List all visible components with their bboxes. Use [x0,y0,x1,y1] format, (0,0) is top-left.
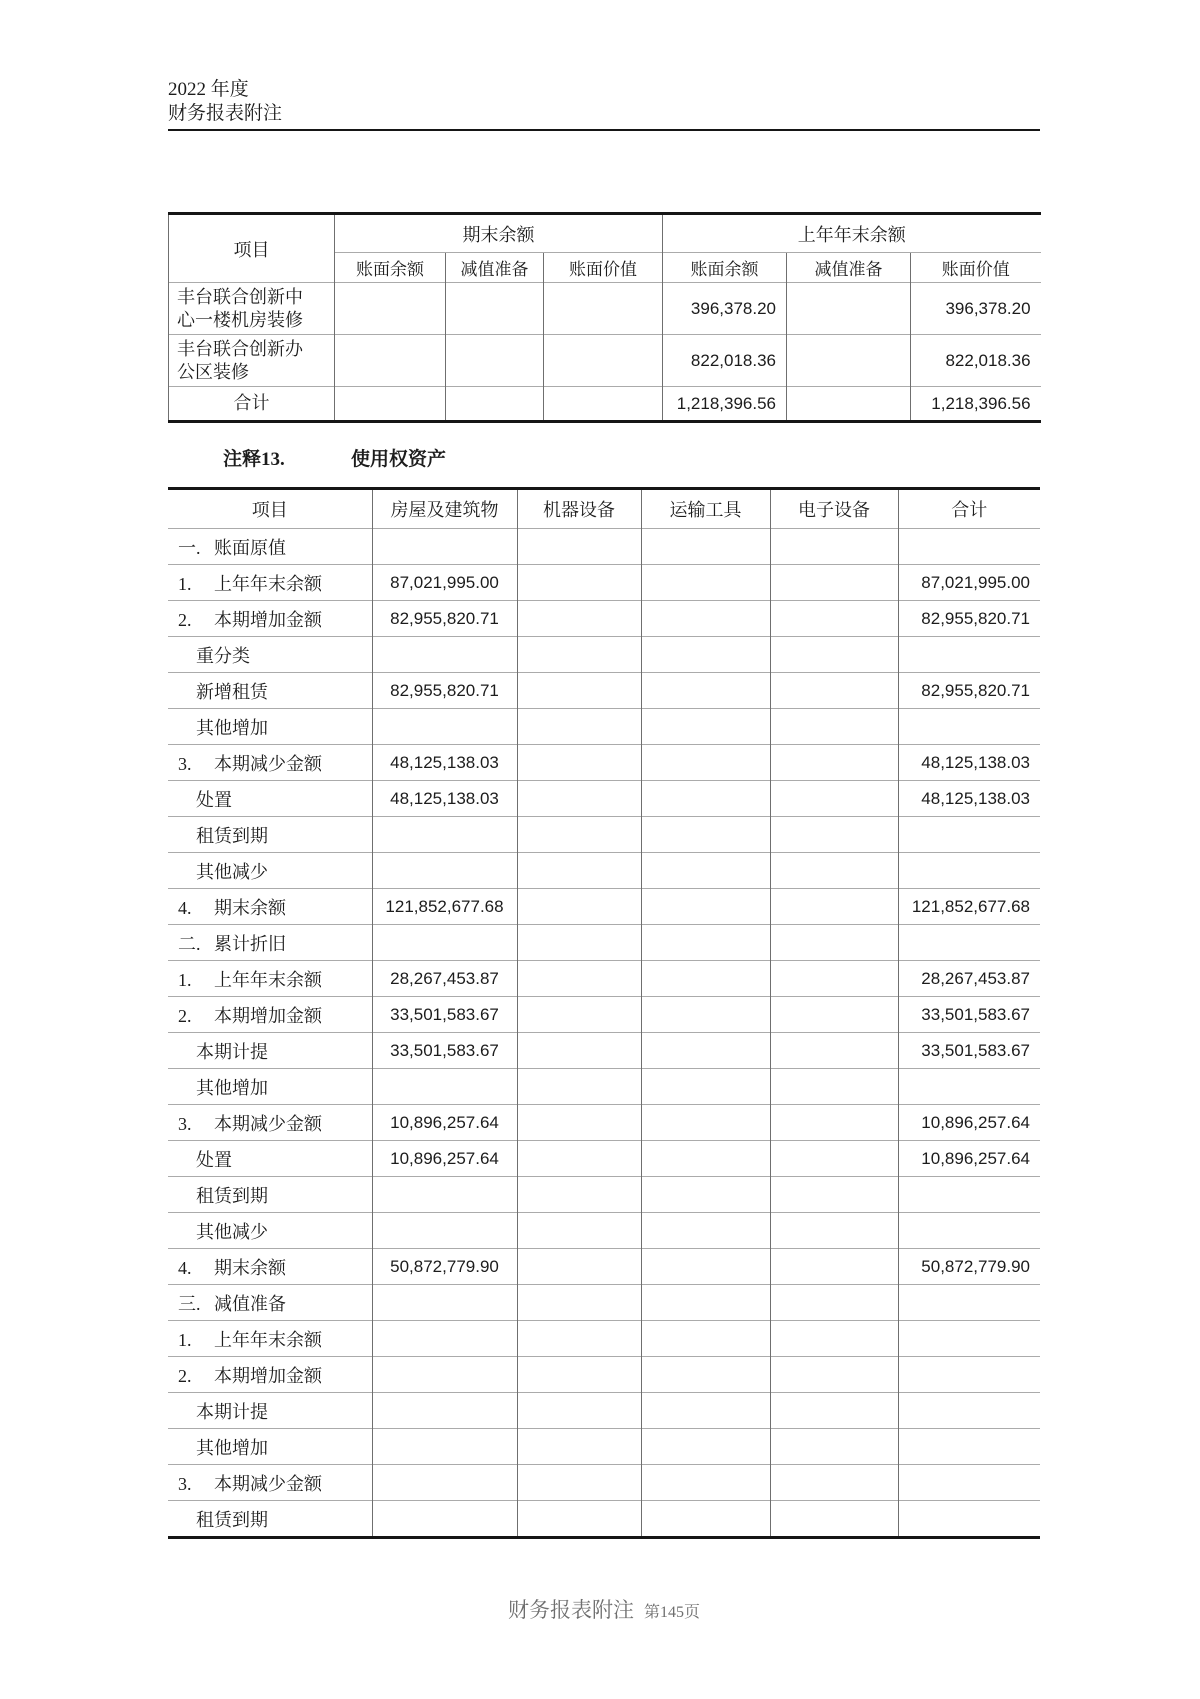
value-cell [517,1213,641,1249]
row-label: 本期减少金额 [214,753,322,774]
value-cell [372,853,517,889]
value-cell [641,529,770,565]
value-cell: 48,125,138.03 [372,781,517,817]
note13-heading [168,447,1040,473]
row-label: 租赁到期 [196,1185,268,1206]
value-cell [770,601,898,637]
note13-title: 使用权资产 [351,449,447,470]
value-cell [641,745,770,781]
value-cell [641,637,770,673]
row-label-cell [168,1429,372,1465]
row-label-cell [168,565,372,601]
table1-header-item: 项目 [169,214,335,283]
total-cell: 33,501,583.67 [898,997,1040,1033]
value-cell [517,601,641,637]
value-cell [517,1285,641,1321]
total-cell [898,925,1040,961]
value-cell [641,1213,770,1249]
row-label-cell [168,601,372,637]
row-label: 累计折旧 [214,933,286,954]
row-label: 新增租赁 [196,681,268,702]
table2-row [168,1033,1040,1069]
table1-subheader-impairment: 减值准备 [787,253,911,283]
table2-body [168,529,1040,1538]
footer-page-number: 第145页 [643,1604,700,1621]
row-label-cell [168,1105,372,1141]
row-number: 2. [178,609,192,630]
total-cell: 121,852,677.68 [898,889,1040,925]
value-cell [372,1069,517,1105]
note13-number: 注释13. [223,449,285,470]
value-cell [787,335,911,387]
value-cell: 50,872,779.90 [372,1249,517,1285]
value-cell [641,565,770,601]
value-cell [641,925,770,961]
row-label: 重分类 [196,645,250,666]
value-cell [770,1321,898,1357]
total-cell [898,709,1040,745]
row-label: 减值准备 [214,1293,286,1314]
row-label: 本期减少金额 [214,1113,322,1134]
value-cell [446,387,544,422]
right-of-use-assets-table [168,487,1040,1539]
item-cell: 丰台联合创新中心一楼机房装修 [169,283,335,335]
value-cell [517,781,641,817]
value-cell [517,1105,641,1141]
total-cell [898,1069,1040,1105]
value-cell: 82,955,820.71 [372,601,517,637]
value-cell [335,335,446,387]
row-label: 本期增加金额 [214,609,322,630]
value-cell [641,997,770,1033]
value-cell [372,1285,517,1321]
header-rule [168,129,1040,131]
value-cell [787,283,911,335]
table2-row [168,925,1040,961]
value-cell [372,1357,517,1393]
total-cell [898,1321,1040,1357]
item-cell: 丰台联合创新办公区装修 [169,335,335,387]
row-number: 2. [178,1365,192,1386]
total-cell: 48,125,138.03 [898,745,1040,781]
value-cell [372,925,517,961]
value-cell [770,781,898,817]
value-cell [770,1501,898,1538]
total-cell [898,1177,1040,1213]
value-cell [641,1501,770,1538]
value-cell [770,529,898,565]
table2-row [168,565,1040,601]
value-cell [372,1213,517,1249]
value-cell: 28,267,453.87 [372,961,517,997]
value-cell [641,1249,770,1285]
value-cell: 87,021,995.00 [372,565,517,601]
table2-header-electronics: 电子设备 [770,489,898,529]
table2-row [168,1465,1040,1501]
row-label: 期末余额 [214,1257,286,1278]
total-cell: 82,955,820.71 [898,673,1040,709]
value-cell [770,1429,898,1465]
value-cell [517,889,641,925]
value-cell [517,745,641,781]
table1-row [169,283,1041,335]
row-label: 处置 [196,789,232,810]
value-cell [641,817,770,853]
value-cell [641,709,770,745]
value-cell [517,925,641,961]
value-cell [641,853,770,889]
value-cell [770,961,898,997]
value-cell [372,637,517,673]
row-label-cell [168,1321,372,1357]
value-cell [517,1321,641,1357]
row-label-cell [168,529,372,565]
value-cell [446,335,544,387]
table2-row [168,1501,1040,1538]
row-number: 4. [178,897,192,918]
value-cell [517,1069,641,1105]
total-cell [898,1285,1040,1321]
value-cell: 396,378.20 [663,283,787,335]
value-cell [770,745,898,781]
value-cell [372,817,517,853]
row-number: 3. [178,753,192,774]
value-cell: 10,896,257.64 [372,1105,517,1141]
value-cell [372,1321,517,1357]
value-cell: 396,378.20 [911,283,1041,335]
row-label-cell [168,925,372,961]
row-label: 其他减少 [196,1221,268,1242]
row-label: 其他增加 [196,1437,268,1458]
row-label: 本期计提 [196,1041,268,1062]
value-cell [641,1141,770,1177]
value-cell [517,565,641,601]
row-label: 处置 [196,1149,232,1170]
item-cell: 合计 [169,387,335,422]
row-number: 4. [178,1257,192,1278]
table2-header-vehicles: 运输工具 [641,489,770,529]
table1-header-prior-year-balance: 上年年末余额 [663,214,1041,253]
table2-row [168,853,1040,889]
value-cell [770,1033,898,1069]
value-cell [517,1033,641,1069]
value-cell [770,1177,898,1213]
row-label: 上年年末余额 [214,969,322,990]
value-cell [335,283,446,335]
table1-subheader-book-balance: 账面余额 [663,253,787,283]
table1-subheader-impairment: 减值准备 [446,253,544,283]
value-cell [770,1069,898,1105]
row-label-cell [168,961,372,997]
total-cell: 50,872,779.90 [898,1249,1040,1285]
row-number: 1. [178,573,192,594]
value-cell [335,387,446,422]
value-cell [641,1465,770,1501]
table2-row [168,1285,1040,1321]
value-cell: 10,896,257.64 [372,1141,517,1177]
total-cell: 48,125,138.03 [898,781,1040,817]
value-cell [641,1393,770,1429]
value-cell [770,1357,898,1393]
value-cell [641,1285,770,1321]
row-label: 其他增加 [196,1077,268,1098]
table1-subheader-book-balance: 账面余额 [335,253,446,283]
row-number: 2. [178,1005,192,1026]
row-number: 二. [178,933,201,954]
total-cell [898,817,1040,853]
value-cell [517,1177,641,1213]
value-cell [641,1105,770,1141]
table2-header-machinery: 机器设备 [517,489,641,529]
value-cell: 48,125,138.03 [372,745,517,781]
document-page [168,0,1040,1624]
table2-row [168,673,1040,709]
row-label-cell [168,853,372,889]
total-cell [898,637,1040,673]
row-label-cell [168,1249,372,1285]
document-header [168,0,1040,126]
value-cell [372,709,517,745]
row-label: 本期增加金额 [214,1005,322,1026]
row-label: 租赁到期 [196,1509,268,1530]
row-number: 一. [178,537,201,558]
row-label-cell [168,1357,372,1393]
row-label-cell [168,817,372,853]
value-cell [517,817,641,853]
table2-row [168,637,1040,673]
value-cell [641,1357,770,1393]
table2-header-total: 合计 [898,489,1040,529]
row-label-cell [168,997,372,1033]
table2-row [168,1069,1040,1105]
table2-row [168,781,1040,817]
value-cell [787,387,911,422]
row-label-cell [168,1285,372,1321]
row-label: 本期增加金额 [214,1365,322,1386]
table2-row [168,745,1040,781]
value-cell [641,1429,770,1465]
total-cell [898,1393,1040,1429]
value-cell: 1,218,396.56 [663,387,787,422]
value-cell [517,1501,641,1538]
row-label: 期末余额 [214,897,286,918]
value-cell [770,817,898,853]
total-cell [898,529,1040,565]
value-cell [641,1069,770,1105]
total-cell: 87,021,995.00 [898,565,1040,601]
row-label: 上年年末余额 [214,1329,322,1350]
value-cell [641,1033,770,1069]
value-cell [517,961,641,997]
header-year: 2022 年度 [168,79,249,100]
table2-header-buildings: 房屋及建筑物 [372,489,517,529]
value-cell [517,997,641,1033]
value-cell [641,673,770,709]
table1-header-ending-balance: 期末余额 [335,214,663,253]
value-cell [372,1429,517,1465]
value-cell [770,1105,898,1141]
value-cell [517,529,641,565]
table2-row [168,709,1040,745]
table2-row [168,997,1040,1033]
total-cell: 82,955,820.71 [898,601,1040,637]
page-footer [168,1594,1040,1624]
value-cell [770,1249,898,1285]
value-cell [372,1393,517,1429]
table2-row [168,1249,1040,1285]
header-title: 财务报表附注 [168,103,283,124]
total-cell: 28,267,453.87 [898,961,1040,997]
value-cell: 82,955,820.71 [372,673,517,709]
value-cell [544,387,663,422]
table2-row [168,1393,1040,1429]
row-label-cell [168,637,372,673]
row-label: 账面原值 [214,537,286,558]
table2-row [168,1105,1040,1141]
value-cell [517,1357,641,1393]
value-cell [641,961,770,997]
value-cell [446,283,544,335]
value-cell [517,1393,641,1429]
row-label: 本期减少金额 [214,1473,322,1494]
value-cell [641,1177,770,1213]
row-number: 3. [178,1113,192,1134]
total-cell [898,853,1040,889]
value-cell [770,565,898,601]
value-cell: 1,218,396.56 [911,387,1041,422]
table1-body [169,283,1041,422]
table2-row [168,1141,1040,1177]
value-cell [770,889,898,925]
table2-row [168,1321,1040,1357]
row-label: 其他减少 [196,861,268,882]
total-cell [898,1501,1040,1538]
row-label: 本期计提 [196,1401,268,1422]
row-label-cell [168,781,372,817]
value-cell [770,709,898,745]
value-cell [517,1141,641,1177]
value-cell [517,1249,641,1285]
row-label: 上年年末余额 [214,573,322,594]
row-number: 3. [178,1473,192,1494]
total-cell: 33,501,583.67 [898,1033,1040,1069]
row-label-cell [168,673,372,709]
table2-row [168,1429,1040,1465]
row-number: 1. [178,969,192,990]
row-label-cell [168,745,372,781]
value-cell [641,1321,770,1357]
table2-row [168,601,1040,637]
table2-header [168,489,1040,529]
table2-header-item: 项目 [168,489,372,529]
row-label-cell [168,1033,372,1069]
value-cell [544,283,663,335]
total-cell [898,1465,1040,1501]
table2-header-row [168,489,1040,529]
value-cell [770,1213,898,1249]
value-cell [770,997,898,1033]
value-cell [517,1465,641,1501]
row-label-cell [168,1069,372,1105]
row-number: 三. [178,1293,201,1314]
table2-row [168,1357,1040,1393]
value-cell: 121,852,677.68 [372,889,517,925]
value-cell [770,673,898,709]
table1-group-header-row [169,214,1041,253]
value-cell [372,1501,517,1538]
value-cell: 33,501,583.67 [372,997,517,1033]
footer-title: 财务报表附注 [507,1598,634,1622]
value-cell [517,673,641,709]
value-cell [372,1177,517,1213]
value-cell [641,601,770,637]
value-cell: 822,018.36 [911,335,1041,387]
table2-row [168,889,1040,925]
value-cell [770,853,898,889]
value-cell [770,1465,898,1501]
row-label-cell [168,1213,372,1249]
row-label-cell [168,1501,372,1538]
row-label-cell [168,1465,372,1501]
table1-row [169,335,1041,387]
table2-row [168,817,1040,853]
value-cell [544,335,663,387]
row-label: 其他增加 [196,717,268,738]
total-cell [898,1357,1040,1393]
decoration-impairment-table [168,212,1041,423]
value-cell [641,889,770,925]
value-cell [517,1429,641,1465]
row-number: 1. [178,1329,192,1350]
total-cell [898,1213,1040,1249]
value-cell [517,853,641,889]
row-label-cell [168,889,372,925]
table1-total-row [169,387,1041,422]
table2-row [168,529,1040,565]
value-cell [517,637,641,673]
value-cell [770,1285,898,1321]
table2-row [168,1213,1040,1249]
total-cell [898,1429,1040,1465]
value-cell: 33,501,583.67 [372,1033,517,1069]
table1-subheader-book-value: 账面价值 [544,253,663,283]
table1-subheader-book-value: 账面价值 [911,253,1041,283]
value-cell [372,1465,517,1501]
row-label: 租赁到期 [196,825,268,846]
table2-row [168,961,1040,997]
row-label-cell [168,709,372,745]
value-cell [517,709,641,745]
total-cell: 10,896,257.64 [898,1141,1040,1177]
value-cell [770,925,898,961]
row-label-cell [168,1141,372,1177]
value-cell [372,529,517,565]
value-cell [641,781,770,817]
value-cell [770,1393,898,1429]
value-cell [770,637,898,673]
value-cell: 822,018.36 [663,335,787,387]
total-cell: 10,896,257.64 [898,1105,1040,1141]
table2-row [168,1177,1040,1213]
row-label-cell [168,1177,372,1213]
row-label-cell [168,1393,372,1429]
table1-header [169,214,1041,283]
value-cell [770,1141,898,1177]
